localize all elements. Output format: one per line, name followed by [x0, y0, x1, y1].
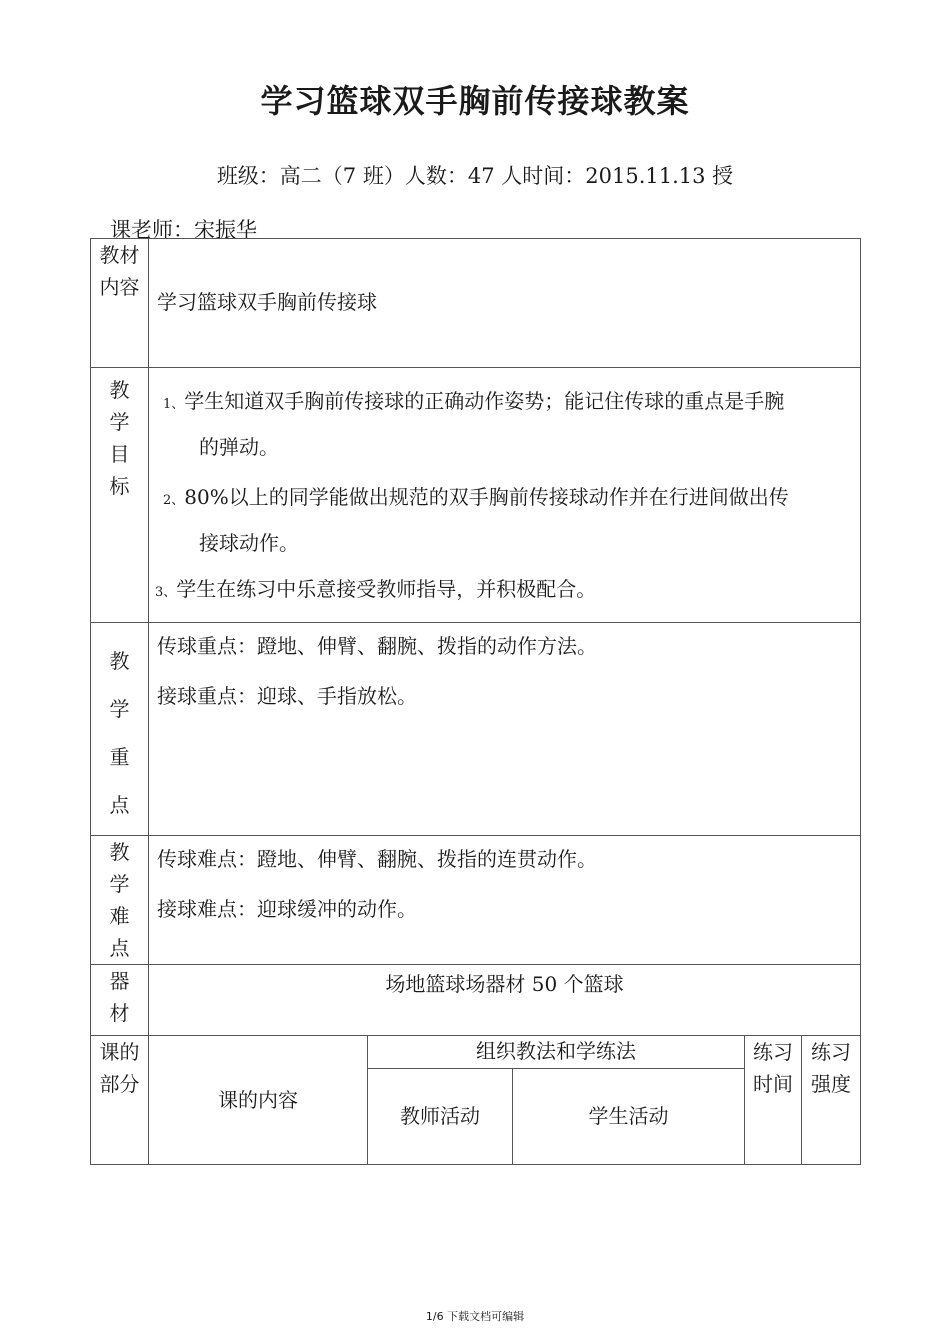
key-point-catch: 接球重点：迎球、手指放松。: [157, 684, 417, 708]
objectives-row: [91, 368, 861, 623]
key-point-pass: 传球重点：蹬地、伸臂、翻腕、拨指的动作方法。: [157, 634, 597, 658]
content-cell: [149, 239, 861, 368]
content-text: 学习篮球双手胸前传接球: [157, 290, 377, 314]
objectives-label: 教 学 目 标: [91, 368, 149, 623]
key-points-label: 教 学 重 点: [91, 623, 149, 836]
equipment-text: 场地篮球场器材 50 个篮球: [385, 972, 624, 996]
difficulty-pass: 传球难点：蹬地、伸臂、翻腕、拨指的连贯动作。: [157, 847, 597, 871]
key-points-row: [91, 623, 861, 836]
objective-item-3: 3、学生在练习中乐意接受教师指导，并积极配合。: [155, 577, 597, 601]
document-title: 学习篮球双手胸前传接球教案: [260, 82, 690, 120]
header-teacher-activity: 教师活动: [368, 1069, 513, 1165]
teacher-line: 课老师：宋振华: [110, 218, 257, 242]
header-time: 练习 时间: [745, 1036, 802, 1165]
header-row-1: [91, 1036, 861, 1069]
header-org: 组织教法和学练法: [368, 1036, 745, 1069]
content-label: 教材 内容: [91, 239, 149, 368]
difficulties-row: [91, 836, 861, 965]
objectives-cell: [149, 368, 861, 623]
difficulties-cell: [149, 836, 861, 965]
objective-item-2: 2、80%以上的同学能做出规范的双手胸前传接球动作并在行进间做出传 接球动作。: [163, 485, 789, 555]
equipment-row: [91, 965, 861, 1036]
page-footer: 1/6 下载文档可编辑: [425, 1310, 525, 1323]
header-intensity: 练习 强度: [802, 1036, 861, 1165]
header-part: 课的 部分: [91, 1036, 149, 1165]
key-points-cell: [149, 623, 861, 836]
header-student-activity: 学生活动: [513, 1069, 745, 1165]
equipment-cell: [149, 965, 861, 1036]
class-info-line: 班级：高二（7 班）人数：47 人时间：2015.11.13 授: [216, 164, 734, 188]
difficulty-catch: 接球难点：迎球缓冲的动作。: [157, 897, 417, 921]
difficulties-label: 教 学 难 点: [91, 836, 149, 965]
objective-item-1: 1、学生知道双手胸前传接球的正确动作姿势；能记住传球的重点是手腕 的弹动。: [163, 389, 785, 459]
lesson-plan-table: [90, 238, 861, 1165]
equipment-label: 器 材: [91, 965, 149, 1036]
content-row: [91, 239, 861, 368]
header-content: 课的内容: [149, 1036, 368, 1165]
